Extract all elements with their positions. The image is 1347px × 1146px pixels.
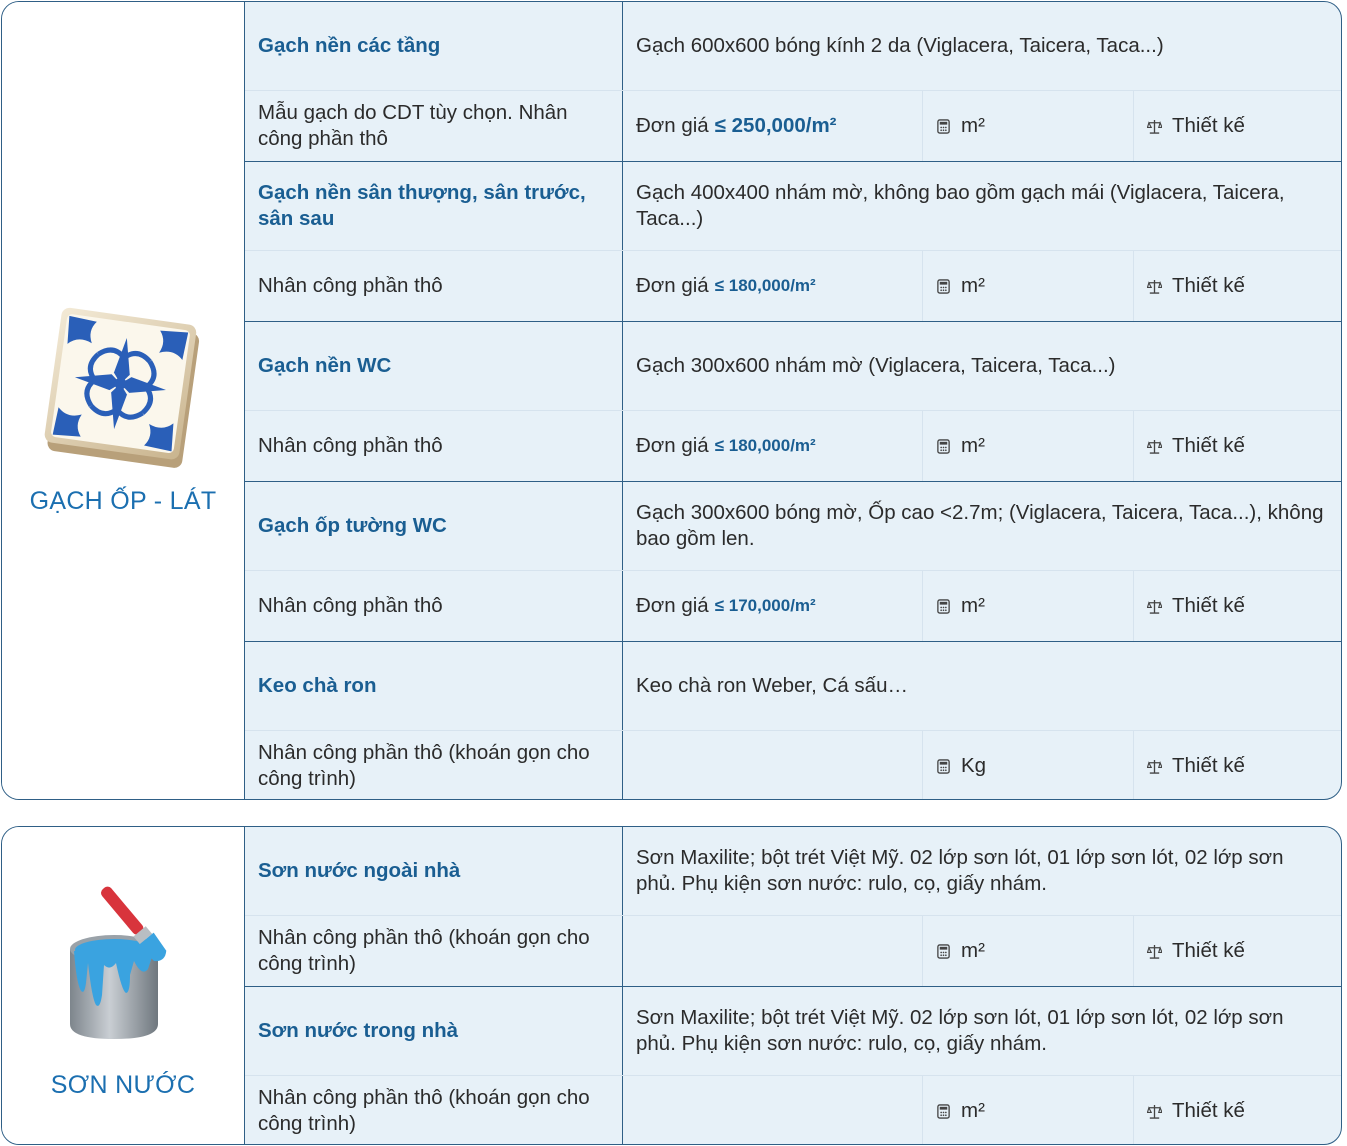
price-cell <box>623 916 923 986</box>
price-cell <box>623 571 923 641</box>
labor-label: Nhân công phần thô (khoán gọn cho công trình) <box>245 1076 623 1145</box>
section-title: SƠN NƯỚC <box>50 1071 196 1099</box>
labor-label: Nhân công phần thô (khoán gọn cho công trình) <box>245 731 623 800</box>
calculator-icon <box>936 1104 951 1119</box>
item-description: Gạch 300x600 nhám mờ (Viglacera, Taicera, Taca...) <box>636 354 1116 377</box>
calculator-icon <box>936 119 951 134</box>
price-prefix: Đơn giá <box>636 594 709 617</box>
unit-value: m² <box>961 434 985 457</box>
item-description: Gạch 300x600 bóng mờ, Ốp cao <2.7m; (Viglacera, Taicera, Taca...), không bao gồm len. <box>636 501 1324 550</box>
note-value: Thiết kế <box>1172 274 1245 297</box>
item-description: Gạch 400x400 nhám mờ, không bao gồm gạch mái (Viglacera, Taicera, Taca...) <box>636 181 1285 230</box>
note-cell <box>1134 571 1341 641</box>
scale-icon <box>1147 1104 1162 1119</box>
unit-value: Kg <box>961 754 987 777</box>
scale-icon <box>1147 279 1162 294</box>
calculator-icon <box>936 279 951 294</box>
price-value: ≤ 180,000/m² <box>714 276 816 295</box>
price-cell <box>623 731 923 800</box>
calculator-icon <box>936 944 951 959</box>
item-group <box>245 987 1341 1145</box>
table-row <box>245 322 1341 411</box>
table-row <box>245 482 1341 571</box>
scale-icon <box>1147 599 1162 614</box>
calculator-icon <box>936 759 951 774</box>
scale-icon <box>1147 119 1162 134</box>
item-label: Gạch nền sân thượng, sân trước, sân sau <box>245 162 623 250</box>
scale-icon <box>1147 759 1162 774</box>
item-description: Sơn Maxilite; bột trét Việt Mỹ. 02 lớp sơn lót, 01 lớp sơn lót, 02 lớp sơn phủ. Phụ kiện sơn nước: rulo, cọ, giấy nhám. <box>636 1006 1284 1055</box>
unit-cell <box>923 91 1134 161</box>
price-value: ≤ 170,000/m² <box>714 596 816 615</box>
section-sidebar <box>2 2 245 799</box>
price-cell <box>623 411 923 481</box>
item-label: Gạch nền các tầng <box>245 2 623 90</box>
price-prefix: Đơn giá <box>636 274 709 297</box>
unit-value: m² <box>961 274 985 297</box>
item-label: Sơn nước trong nhà <box>245 987 623 1075</box>
table-row <box>245 987 1341 1076</box>
note-cell <box>1134 91 1341 161</box>
table-row <box>245 731 1341 800</box>
unit-value: m² <box>961 1099 985 1122</box>
table-row <box>245 916 1341 986</box>
note-value: Thiết kế <box>1172 594 1245 617</box>
note-value: Thiết kế <box>1172 1099 1245 1122</box>
tile-section-card <box>1 1 1342 800</box>
item-label: Sơn nước ngoài nhà <box>245 827 623 915</box>
note-cell <box>1134 411 1341 481</box>
table-row <box>245 91 1341 161</box>
price-cell <box>623 251 923 321</box>
unit-cell <box>923 1076 1134 1145</box>
item-label: Keo chà ron <box>245 642 623 730</box>
item-group <box>245 322 1341 482</box>
item-group <box>245 482 1341 642</box>
unit-value: m² <box>961 939 985 962</box>
labor-label: Nhân công phần thô <box>245 411 623 481</box>
unit-cell <box>923 571 1134 641</box>
paint-section-card <box>1 826 1342 1145</box>
labor-label: Nhân công phần thô (khoán gọn cho công trình) <box>245 916 623 986</box>
item-group <box>245 2 1341 162</box>
section-title: GẠCH ỐP - LÁT <box>29 487 217 515</box>
table-row <box>245 827 1341 916</box>
item-label: Gạch nền WC <box>245 322 623 410</box>
item-description: Keo chà ron Weber, Cá sấu… <box>636 674 908 697</box>
spec-table <box>245 827 1341 1144</box>
item-label: Gạch ốp tường WC <box>245 482 623 570</box>
tile-icon <box>38 302 208 472</box>
note-value: Thiết kế <box>1172 939 1245 962</box>
section-sidebar <box>2 827 245 1144</box>
price-value: ≤ 250,000/m² <box>714 114 837 137</box>
unit-cell <box>923 916 1134 986</box>
labor-label: Nhân công phần thô <box>245 571 623 641</box>
scale-icon <box>1147 944 1162 959</box>
price-cell <box>623 91 923 161</box>
calculator-icon <box>936 599 951 614</box>
table-row <box>245 571 1341 641</box>
table-row <box>245 1076 1341 1145</box>
item-group <box>245 642 1341 800</box>
calculator-icon <box>936 439 951 454</box>
unit-value: m² <box>961 114 985 137</box>
note-cell <box>1134 916 1341 986</box>
item-group <box>245 827 1341 987</box>
table-row <box>245 411 1341 481</box>
note-cell <box>1134 251 1341 321</box>
unit-value: m² <box>961 594 985 617</box>
price-value: ≤ 180,000/m² <box>714 436 816 455</box>
item-description: Gạch 600x600 bóng kính 2 da (Viglacera, Taicera, Taca...) <box>636 34 1164 57</box>
table-row <box>245 251 1341 321</box>
item-group <box>245 162 1341 322</box>
labor-label: Mẫu gạch do CDT tùy chọn. Nhân công phần thô <box>245 91 623 161</box>
note-value: Thiết kế <box>1172 434 1245 457</box>
scale-icon <box>1147 439 1162 454</box>
price-prefix: Đơn giá <box>636 114 709 137</box>
note-cell <box>1134 731 1341 800</box>
unit-cell <box>923 731 1134 800</box>
spec-table <box>245 2 1341 799</box>
paint-bucket-icon <box>56 879 206 1049</box>
note-value: Thiết kế <box>1172 754 1245 777</box>
unit-cell <box>923 411 1134 481</box>
note-cell <box>1134 1076 1341 1145</box>
unit-cell <box>923 251 1134 321</box>
item-description: Sơn Maxilite; bột trét Việt Mỹ. 02 lớp sơn lót, 01 lớp sơn lót, 02 lớp sơn phủ. Phụ kiện sơn nước: rulo, cọ, giấy nhám. <box>636 846 1284 895</box>
table-row <box>245 642 1341 731</box>
table-row <box>245 162 1341 251</box>
labor-label: Nhân công phần thô <box>245 251 623 321</box>
price-cell <box>623 1076 923 1145</box>
note-value: Thiết kế <box>1172 114 1245 137</box>
table-row <box>245 2 1341 91</box>
price-prefix: Đơn giá <box>636 434 709 457</box>
